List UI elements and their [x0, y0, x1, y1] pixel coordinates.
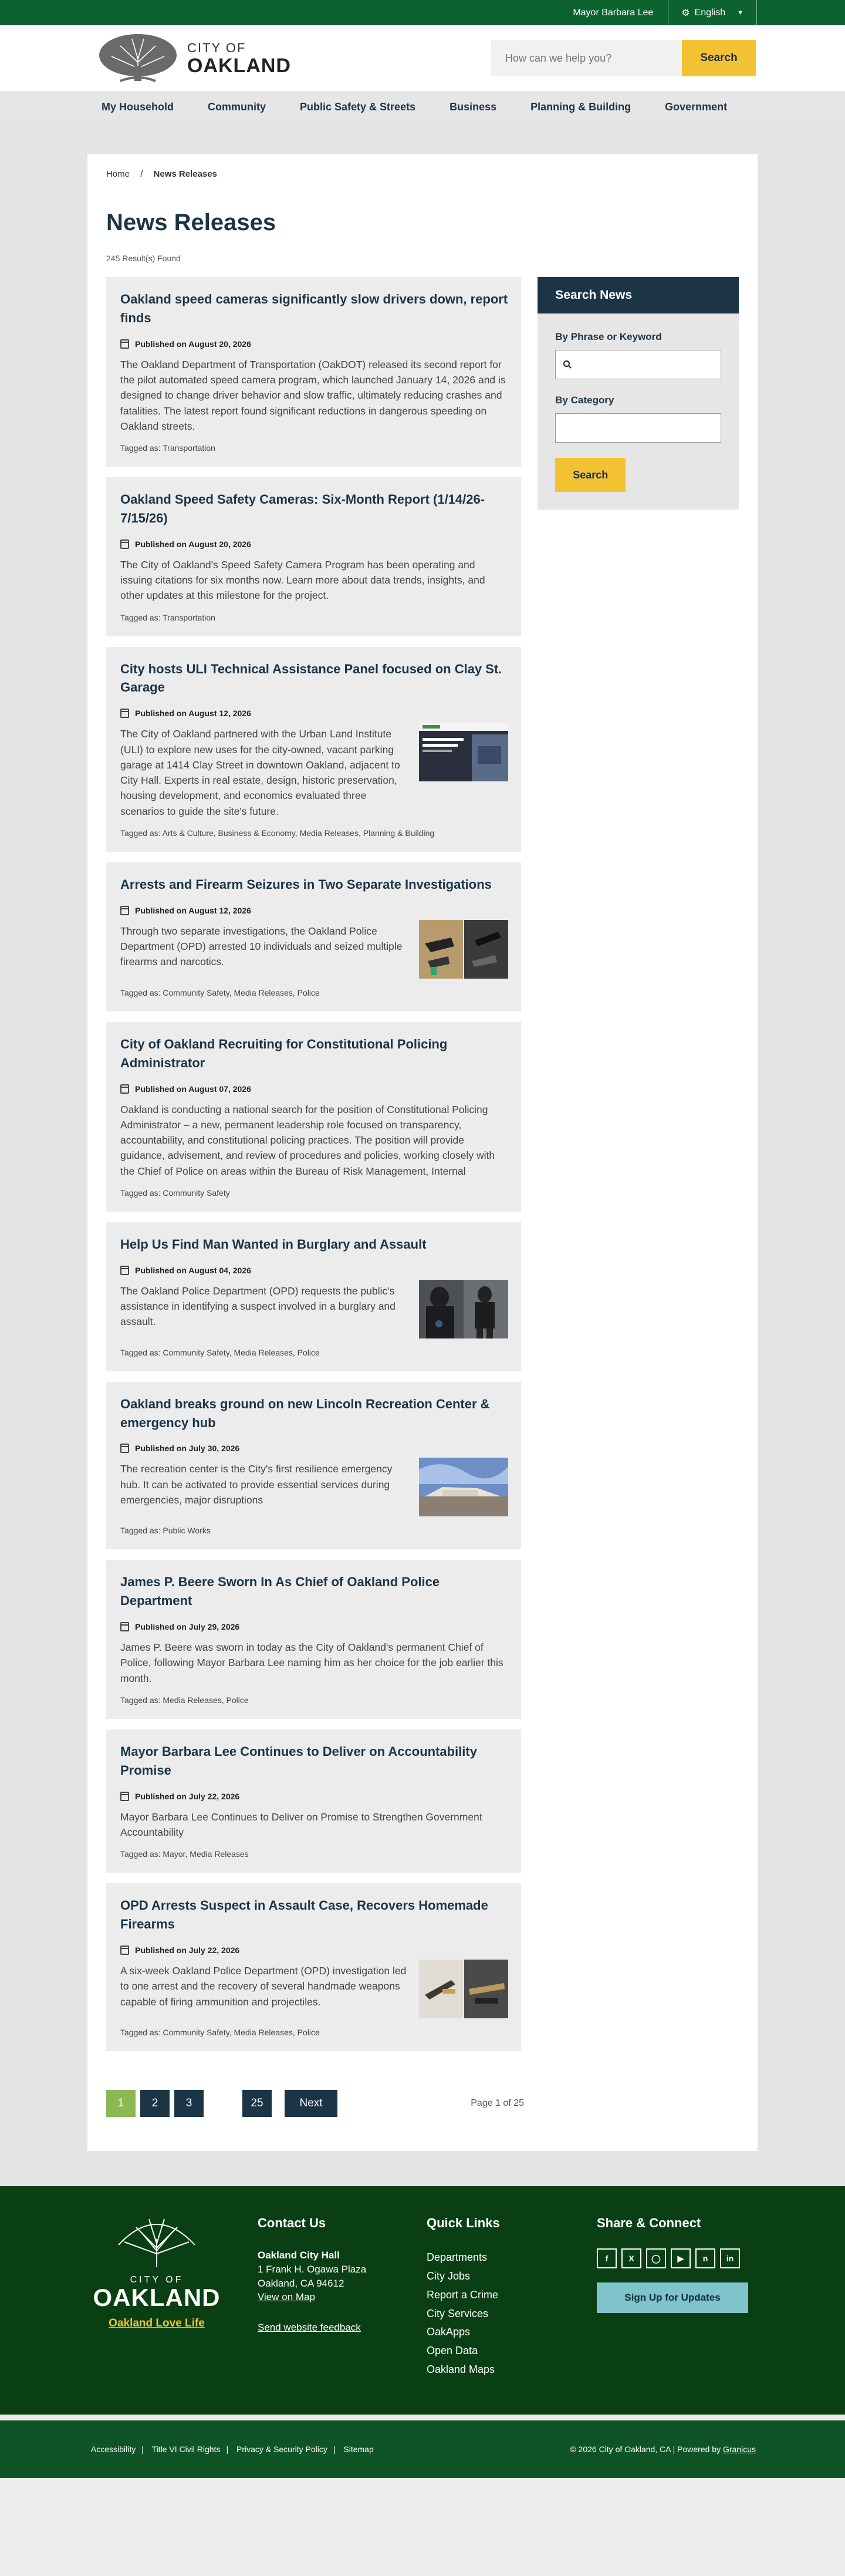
tags-value: Community Safety, Media Releases, Police	[163, 2028, 320, 2038]
news-card	[106, 1022, 521, 1212]
date-value: August 04, 2026	[188, 1265, 251, 1275]
news-card	[106, 862, 521, 1011]
oak-tree-icon	[113, 2216, 201, 2268]
date-value: August 20, 2026	[188, 539, 251, 549]
city-logo[interactable]	[97, 33, 291, 83]
address-line-2: Oakland, CA 94612	[258, 2277, 344, 2289]
news-thumbnail[interactable]	[419, 723, 508, 781]
instagram-icon[interactable]: ◯	[646, 2248, 666, 2268]
sign-up-updates-button[interactable]: Sign Up for Updates	[597, 2282, 748, 2313]
date-prefix: Published on	[135, 1622, 189, 1632]
news-tags	[120, 1849, 508, 1859]
search-news-title: Search News	[538, 277, 739, 313]
breadcrumb-separator: /	[140, 169, 143, 179]
date-prefix: Published on	[135, 1946, 189, 1955]
language-selector[interactable]	[668, 0, 757, 25]
language-label: English	[694, 7, 726, 18]
tags-prefix: Tagged as:	[120, 1188, 163, 1198]
news-thumbnail[interactable]	[419, 920, 508, 979]
news-thumbnail[interactable]	[419, 1458, 508, 1516]
tags-prefix: Tagged as:	[120, 443, 163, 453]
news-summary: A six-week Oakland Police Department (OPD) investigation led to one arrest and the recovery of several handmade weapons capable of firing ammunition and projectiles.	[120, 1965, 407, 2008]
nav-business[interactable]: Business	[449, 100, 497, 113]
news-tags	[120, 1348, 508, 1357]
date-prefix: Published on	[135, 1265, 189, 1275]
news-list	[106, 277, 521, 2062]
news-summary: The Oakland Department of Transportation (OakDOT) released its second report for the pilot automated speed camera program, which launched January 14, 2026 and is designed to change driver behavior and slow traffic, ultimately reducing crashes and fatalities. The latest report found significant reductions in dangerous speeding on Oakland streets.	[120, 358, 506, 432]
news-tags	[120, 2028, 508, 2037]
date-value: July 30, 2026	[188, 1444, 240, 1454]
quick-links	[427, 2216, 597, 2379]
news-title-link[interactable]: City of Oakland Recruiting for Constitutional Policing Administrator	[120, 1036, 448, 1070]
quick-link-oakland-maps[interactable]: Oakland Maps	[427, 2363, 495, 2376]
tags-value: Community Safety, Media Releases, Police	[163, 1347, 320, 1357]
page-1[interactable]: 1	[106, 2090, 136, 2117]
copyright	[570, 2444, 756, 2454]
calendar-icon	[120, 540, 129, 549]
nav-planning[interactable]: Planning & Building	[530, 100, 631, 113]
quick-link-city-jobs[interactable]: City Jobs	[427, 2270, 471, 2282]
main-nav	[0, 91, 845, 123]
logo-oakland: OAKLAND	[187, 55, 291, 77]
calendar-icon	[120, 1946, 129, 1955]
nav-community[interactable]: Community	[208, 100, 266, 113]
chevron-down-icon: ▼	[737, 9, 743, 16]
mayor-link[interactable]: Mayor Barbara Lee	[573, 7, 654, 18]
nav-government[interactable]: Government	[665, 100, 728, 113]
content-wrapper	[0, 123, 845, 2186]
publish-date	[120, 540, 508, 549]
calendar-icon	[120, 709, 129, 718]
calendar-icon	[120, 1266, 129, 1275]
calendar-icon	[120, 1792, 129, 1801]
date-prefix: Published on	[135, 1444, 189, 1454]
page-content	[87, 154, 758, 2151]
category-select[interactable]	[555, 413, 721, 443]
page-gap	[208, 2090, 238, 2117]
tags-prefix: Tagged as:	[120, 987, 163, 997]
publish-date	[120, 1622, 508, 1631]
publish-date	[120, 339, 508, 349]
date-value: August 20, 2026	[188, 339, 251, 349]
news-title-link[interactable]: City hosts ULI Technical Assistance Panel focused on Clay St. Garage	[120, 661, 502, 695]
breadcrumb-current: News Releases	[153, 169, 217, 179]
publish-date	[120, 1444, 508, 1453]
news-title-link[interactable]: Oakland speed cameras significantly slow drivers down, report finds	[120, 292, 508, 325]
translate-icon: ⚙	[681, 8, 690, 18]
calendar-icon	[120, 1622, 129, 1631]
tags-value: Mayor, Media Releases	[163, 1849, 249, 1859]
next-page-button[interactable]: Next	[285, 2090, 337, 2117]
city-hall: Oakland City Hall	[258, 2250, 340, 2261]
nav-public-safety[interactable]: Public Safety & Streets	[300, 100, 416, 113]
calendar-icon	[120, 1084, 129, 1094]
page-2[interactable]: 2	[140, 2090, 170, 2117]
news-summary: Mayor Barbara Lee Continues to Deliver on Promise to Strengthen Government Accountability	[120, 1810, 482, 1838]
x-icon[interactable]: X	[621, 2248, 641, 2268]
news-tags	[120, 1695, 508, 1705]
news-card	[106, 477, 521, 636]
quick-link-open-data[interactable]: Open Data	[427, 2345, 478, 2357]
tags-value: Community Safety, Media Releases, Police	[163, 987, 320, 997]
search-icon	[563, 360, 572, 369]
keyword-label: By Phrase or Keyword	[555, 331, 662, 342]
date-prefix: Published on	[135, 539, 189, 549]
quick-link-report-crime[interactable]: Report a Crime	[427, 2288, 499, 2301]
tags-prefix: Tagged as:	[120, 1695, 163, 1705]
keyword-input[interactable]	[555, 350, 721, 379]
news-tags	[120, 443, 508, 453]
quick-link-city-services[interactable]: City Services	[427, 2307, 489, 2319]
publish-date	[120, 1266, 508, 1275]
news-summary: The Oakland Police Department (OPD) requests the public's assistance in identifying a suspect involved in a burglary and assault.	[120, 1284, 396, 1328]
publish-date	[120, 1792, 508, 1801]
quick-link-oakapps[interactable]: OakApps	[427, 2326, 471, 2338]
date-prefix: Published on	[135, 339, 189, 349]
news-card	[106, 1560, 521, 1719]
footer-bottom-bar: Accessibility | Title VI Civil Rights | Privacy & Security Policy | Sitemap © 2026 City of Oakland, CA | Powered by Granicus	[0, 2420, 845, 2478]
site-search	[491, 40, 756, 76]
date-prefix: Published on	[135, 905, 189, 915]
date-prefix: Published on	[135, 1084, 189, 1094]
news-summary: Oakland is conducting a national search for the position of Constitutional Policing Administrator – a new, permanent leadership role focused on transparency, accountability, and constitutional policing practices. The position will provide guidance, advisement, and review of procedures and policies, working closely with the Chief of Police on areas within the Bureau of Risk Management, Internal	[120, 1103, 495, 1177]
publish-date	[120, 1946, 508, 1955]
news-card	[106, 1382, 521, 1550]
publish-date	[120, 709, 508, 718]
tags-value: Community Safety	[163, 1188, 230, 1198]
tags-prefix: Tagged as:	[120, 1526, 163, 1536]
nav-my-household[interactable]: My Household	[102, 100, 174, 113]
oakland-love-life-link[interactable]: Oakland Love Life	[109, 2317, 205, 2330]
granicus-link[interactable]: Granicus	[722, 2444, 756, 2454]
news-card	[106, 277, 521, 467]
news-summary: The City of Oakland's Speed Safety Camera Program has been operating and issuing citations for six months now. Learn more about data trends, insights, and other updates at this milestone for the project.	[120, 558, 485, 602]
result-count: 245 Result(s) Found	[106, 254, 181, 263]
date-value: July 22, 2026	[188, 1946, 240, 1955]
calendar-icon	[120, 1444, 129, 1453]
date-value: July 22, 2026	[188, 1791, 240, 1801]
news-title-link[interactable]: Mayor Barbara Lee Continues to Deliver on Accountability Promise	[120, 1744, 477, 1778]
search-input[interactable]	[491, 40, 682, 76]
youtube-icon[interactable]: ▶	[671, 2248, 691, 2268]
send-feedback-link[interactable]: Send website feedback	[258, 2322, 361, 2334]
contact-us	[258, 2216, 427, 2379]
nextdoor-icon[interactable]: n	[695, 2248, 715, 2268]
calendar-icon	[120, 339, 129, 349]
title-vi-link[interactable]: Title VI Civil Rights	[151, 2444, 221, 2454]
share-title: Share & Connect	[597, 2216, 701, 2231]
news-tags	[120, 1526, 508, 1535]
tags-prefix: Tagged as:	[120, 828, 163, 838]
news-title-link[interactable]: James P. Beere Sworn In As Chief of Oakland Police Department	[120, 1574, 440, 1609]
share-connect	[597, 2216, 748, 2379]
news-title-link[interactable]: Oakland breaks ground on new Lincoln Recreation Center & emergency hub	[120, 1396, 490, 1430]
news-summary: Through two separate investigations, the Oakland Police Department (OPD) arrested 10 individuals and seized multiple firearms and narcotics.	[120, 925, 403, 968]
news-card	[106, 1222, 521, 1371]
view-on-map-link[interactable]: View on Map	[258, 2291, 315, 2303]
quick-links-title: Quick Links	[427, 2216, 500, 2231]
news-tags	[120, 988, 508, 997]
address-line-1: 1 Frank H. Ogawa Plaza	[258, 2263, 367, 2275]
site-footer	[0, 2186, 845, 2454]
tags-value: Transportation	[163, 612, 215, 622]
tags-prefix: Tagged as:	[120, 2028, 163, 2038]
logo-city-of: CITY OF	[187, 41, 246, 55]
facebook-icon[interactable]: f	[597, 2248, 617, 2268]
news-card	[106, 1883, 521, 2051]
publish-date	[120, 906, 508, 915]
date-prefix: Published on	[135, 709, 189, 719]
publish-date	[120, 1084, 508, 1094]
news-thumbnail[interactable]	[419, 1280, 508, 1338]
breadcrumb-home[interactable]: Home	[106, 169, 130, 179]
footer-logo	[89, 2216, 224, 2379]
footer-oakland: OAKLAND	[93, 2284, 221, 2312]
search-news-button[interactable]: Search	[555, 458, 626, 492]
news-title-link[interactable]: Oakland Speed Safety Cameras: Six-Month Report (1/14/26-7/15/26)	[120, 492, 485, 525]
tags-prefix: Tagged as:	[120, 1347, 163, 1357]
news-summary: James P. Beere was sworn in today as the City of Oakland's permanent Chief of Police, following Mayor Barbara Lee naming him as her choice for the job earlier this month.	[120, 1641, 503, 1684]
date-prefix: Published on	[135, 1791, 189, 1801]
news-summary: The City of Oakland partnered with the Urban Land Institute (ULI) to explore new uses for the city-owned, vacant parking garage at 1414 Clay Street in downtown Oakland, adjacent to City Hall. Experts in real estate, design, historic preservation, housing development, and economics evaluated three scenarios to guide the site's future.	[120, 728, 400, 817]
accessibility-link[interactable]: Accessibility	[91, 2444, 136, 2454]
tags-prefix: Tagged as:	[120, 1849, 163, 1859]
tags-value: Media Releases, Police	[163, 1695, 249, 1705]
linkedin-icon[interactable]: in	[720, 2248, 740, 2268]
tags-value: Transportation	[163, 443, 215, 453]
news-title-link[interactable]: OPD Arrests Suspect in Assault Case, Recovers Homemade Firearms	[120, 1898, 488, 1932]
news-title-link[interactable]: Arrests and Firearm Seizures in Two Separate Investigations	[120, 876, 492, 892]
news-thumbnail[interactable]	[419, 1960, 508, 2018]
page-3[interactable]: 3	[174, 2090, 204, 2117]
news-tags	[120, 613, 508, 622]
page-last[interactable]: 25	[242, 2090, 272, 2117]
tags-prefix: Tagged as:	[120, 612, 163, 622]
news-card	[106, 1729, 521, 1873]
site-header	[0, 25, 845, 91]
contact-title: Contact Us	[258, 2216, 326, 2231]
news-title-link[interactable]: Help Us Find Man Wanted in Burglary and Assault	[120, 1236, 427, 1252]
oak-tree-icon	[97, 33, 179, 83]
calendar-icon	[120, 906, 129, 915]
news-card	[106, 647, 521, 852]
tags-value: Public Works	[163, 1526, 211, 1536]
date-value: July 29, 2026	[188, 1622, 240, 1632]
page-info: Page 1 of 25	[471, 2098, 524, 2109]
date-value: August 12, 2026	[188, 905, 251, 915]
category-label: By Category	[555, 395, 614, 406]
news-tags	[120, 1188, 508, 1198]
tags-value: Arts & Culture, Business & Economy, Media Releases, Planning & Building	[162, 828, 435, 838]
utility-bar	[0, 0, 845, 25]
news-tags	[120, 828, 508, 838]
footer-city-of: CITY OF	[130, 2275, 184, 2285]
news-summary: The recreation center is the City's first resilience emergency hub. It can be activated to provide essential services during emergencies, major disruptions	[120, 1463, 393, 1506]
search-news-panel	[538, 277, 739, 510]
privacy-link[interactable]: Privacy & Security Policy	[236, 2444, 327, 2454]
breadcrumb	[106, 169, 739, 179]
quick-link-departments[interactable]: Departments	[427, 2251, 488, 2264]
date-value: August 07, 2026	[188, 1084, 251, 1094]
pagination	[106, 2090, 524, 2151]
sitemap-link[interactable]: Sitemap	[343, 2444, 374, 2454]
copyright-text: © 2026 City of Oakland, CA | Powered by	[570, 2444, 723, 2454]
date-value: August 12, 2026	[188, 709, 251, 719]
page-title: News Releases	[106, 210, 276, 235]
search-button[interactable]: Search	[682, 40, 756, 76]
